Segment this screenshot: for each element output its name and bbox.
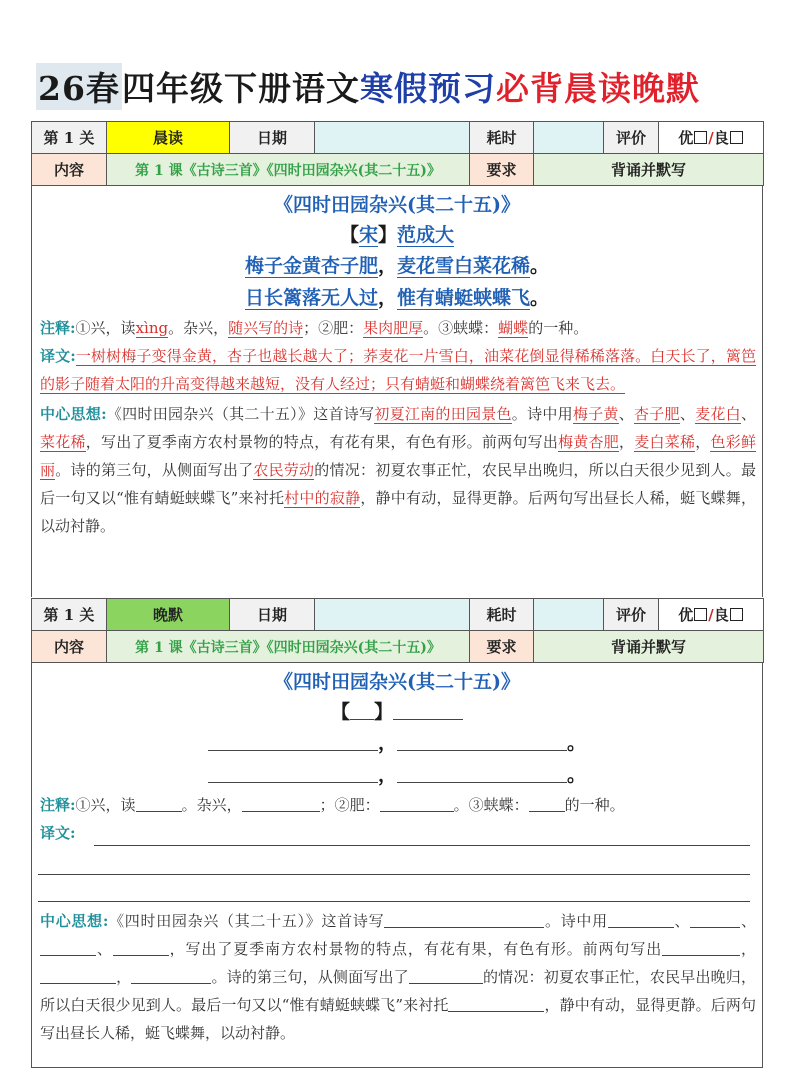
translation-paragraph <box>32 819 762 847</box>
thought-text: 《四时田园杂兴（其二十五）》这首诗写 <box>106 405 375 423</box>
time-field[interactable] <box>534 599 604 631</box>
thought-text: ， <box>695 433 711 451</box>
poem-author-line <box>32 220 762 250</box>
thought-blank[interactable] <box>662 938 740 956</box>
rating-good-label: 优 <box>678 129 694 147</box>
thought-text: 、 <box>679 405 696 423</box>
thought-answer: 麦花白 <box>695 405 741 423</box>
thought-text: 、 <box>673 912 691 930</box>
notes-text: 。杂兴， <box>168 319 229 337</box>
evening-header-table <box>31 598 764 663</box>
morning-header-table <box>31 121 764 186</box>
rating-slash: / <box>708 606 714 624</box>
requirement-value: 背诵并默写 <box>534 154 764 186</box>
verse-blank[interactable] <box>397 765 567 783</box>
notes-label: 注释: <box>40 319 76 337</box>
time-label: 耗时 <box>470 599 534 631</box>
title-subject: 四年级下册语文 <box>121 68 360 108</box>
notes-paragraph <box>32 314 762 342</box>
content-value: 第 1 课《古诗三首》《四时田园杂兴(其二十五)》 <box>107 154 470 186</box>
notes-text: ；②肥： <box>319 796 380 814</box>
notes-text: 。杂兴， <box>181 796 242 814</box>
punctuation: 。 <box>530 287 550 309</box>
rating-fine-label: 良 <box>713 606 729 624</box>
notes-text: 的一种。 <box>564 796 625 814</box>
notes-blank[interactable] <box>529 794 565 812</box>
translation-blank-line[interactable] <box>38 901 750 902</box>
notes-text: ①兴，读 <box>75 796 136 814</box>
thought-text: 。诗的第三句，从侧面写出了 <box>55 461 254 479</box>
translation-label: 译文: <box>40 824 76 842</box>
rating-options <box>659 122 764 154</box>
poem-verse: 惟有蜻蜓蛱蝶飞 <box>397 287 531 309</box>
poem-line-2 <box>32 282 762 314</box>
translation-text: 一树树梅子变得金黄，杏子也越长越大了；荞麦花一片雪白，油菜花倒显得稀稀落落。白天长了，篱笆的影子随着太阳的升高变得越来越短，没有人经过；只有蜻蜓和蝴蝶绕着篱笆飞来飞去。 <box>40 347 756 393</box>
thought-answer: 杏子肥 <box>634 405 680 423</box>
thought-paragraph <box>32 907 762 1047</box>
thought-answer: 麦白菜稀 <box>634 433 696 451</box>
thought-answer: 菜花稀 <box>40 433 86 451</box>
punctuation: ， <box>377 287 397 309</box>
content-value: 第 1 课《古诗三首》《四时田园杂兴(其二十五)》 <box>107 631 470 663</box>
thought-blank[interactable] <box>40 938 96 956</box>
rating-fine-label: 良 <box>713 129 729 147</box>
rating-good-label: 优 <box>678 606 694 624</box>
rating-label: 评价 <box>604 599 659 631</box>
notes-text: ；②肥： <box>303 319 364 337</box>
translation-blank-line[interactable] <box>94 845 750 846</box>
notes-label: 注释: <box>40 796 76 814</box>
notes-answer: 随兴写的诗 <box>228 319 304 337</box>
thought-text: ， <box>740 940 756 958</box>
poem-line-1 <box>32 250 762 282</box>
rating-fine-checkbox[interactable] <box>730 131 743 144</box>
thought-answer: 色彩鲜丽 <box>40 433 756 479</box>
verse-blank[interactable] <box>208 765 378 783</box>
poem-verse: 梅子金黄杏子肥 <box>244 255 378 277</box>
translation-paragraph <box>32 342 762 398</box>
punctuation: ， <box>377 255 397 277</box>
dynasty-blank[interactable] <box>350 702 374 720</box>
thought-text: 的情况：初夏农事正忙，农民早出晚归，所以白天很少见到人。最后一句又以“惟有蜻蜓蛱蝶飞”来衬托 <box>40 461 756 507</box>
requirement-label: 要求 <box>470 154 534 186</box>
time-field[interactable] <box>534 122 604 154</box>
author-blank[interactable] <box>393 702 463 720</box>
bracket-open: 【 <box>339 224 359 246</box>
thought-label: 中心思想: <box>40 912 109 930</box>
thought-answer: 村中的寂静 <box>284 489 361 507</box>
thought-blank[interactable] <box>384 910 544 928</box>
content-label: 内容 <box>32 631 107 663</box>
notes-text: 的一种。 <box>528 319 589 337</box>
punctuation: ， <box>377 764 397 786</box>
thought-text: 。诗中用 <box>544 912 608 930</box>
thought-text: 。诗的第三句，从侧面写出了 <box>211 968 409 986</box>
punctuation: 。 <box>567 732 587 754</box>
notes-text: 。③蛱蝶： <box>423 319 499 337</box>
thought-answer: 梅子黄 <box>572 405 619 423</box>
requirement-label: 要求 <box>470 631 534 663</box>
date-label: 日期 <box>230 122 315 154</box>
notes-blank[interactable] <box>380 794 454 812</box>
title-recite: 必背晨读晚默 <box>495 68 700 108</box>
notes-text: ①兴，读 <box>75 319 136 337</box>
morning-reading-panel <box>31 186 763 597</box>
thought-blank[interactable] <box>448 994 544 1012</box>
mode-cell: 晚默 <box>107 599 230 631</box>
rating-good-checkbox[interactable] <box>694 608 707 621</box>
time-label: 耗时 <box>470 122 534 154</box>
thought-text: ，写出了夏季南方农村景物的特点，有花有果，有色有形。前两句写出 <box>85 433 559 451</box>
notes-answer: 蝴蝶 <box>498 319 529 337</box>
thought-blank[interactable] <box>608 910 654 928</box>
poem-title: 《四时田园杂兴(其二十五)》 <box>274 671 520 693</box>
poem-line-1-blank <box>32 727 762 759</box>
thought-text: ， <box>116 968 132 986</box>
thought-answer: 梅黄杏肥 <box>558 433 620 451</box>
thought-text: ，写出了夏季南方农村景物的特点，有花有果，有色有形。前两句写出 <box>168 940 663 958</box>
thought-blank[interactable] <box>131 966 211 984</box>
poem-verse: 麦花雪白菜花稀 <box>397 255 531 277</box>
bracket-close: 】 <box>374 701 394 723</box>
rating-options <box>659 599 764 631</box>
bracket-close: 】 <box>378 224 398 246</box>
evening-dictation-panel <box>31 663 763 1068</box>
thought-answer: 农民劳动 <box>253 461 315 479</box>
content-label: 内容 <box>32 154 107 186</box>
poem-title: 《四时田园杂兴(其二十五)》 <box>274 194 520 216</box>
translation-label: 译文: <box>40 347 76 365</box>
thought-blank[interactable] <box>409 966 483 984</box>
thought-text: 、 <box>740 405 756 423</box>
mode-cell: 晨读 <box>107 122 230 154</box>
poem-dynasty: 宋 <box>358 224 378 246</box>
thought-text: ， <box>619 433 635 451</box>
punctuation: 。 <box>567 764 587 786</box>
thought-text: 、 <box>96 940 113 958</box>
translation-blank-line[interactable] <box>38 874 750 875</box>
thought-text: 的情况：初夏农事正忙，农民早出晚归，所以白天很少见到人。最后一句又以“惟有蜻蜓蛱蝶飞”来衬托 <box>40 968 756 1014</box>
page-title <box>36 58 700 114</box>
level-cell: 第 1 关 <box>32 599 107 631</box>
rating-good-checkbox[interactable] <box>694 131 707 144</box>
poem-line-2-blank <box>32 759 762 791</box>
requirement-value: 背诵并默写 <box>534 631 764 663</box>
date-label: 日期 <box>230 599 315 631</box>
thought-text: ，静中有动，显得更静。后两句写出昼长人稀，蜓飞蝶舞，以动衬静。 <box>40 489 756 535</box>
thought-blank[interactable] <box>113 938 169 956</box>
thought-text: ，静中有动，显得更静。后两句写出昼长人稀，蜓飞蝶舞，以动衬静。 <box>40 996 756 1042</box>
rating-slash: / <box>708 129 714 147</box>
notes-blank[interactable] <box>136 794 182 812</box>
poem-verse: 日长篱落无人过 <box>244 287 378 309</box>
date-field[interactable] <box>315 599 470 631</box>
verse-blank[interactable] <box>397 733 567 751</box>
title-preview: 寒假预习 <box>359 68 496 108</box>
verse-blank[interactable] <box>208 733 378 751</box>
thought-paragraph <box>32 400 762 540</box>
thought-blank[interactable] <box>654 910 674 928</box>
thought-blank[interactable] <box>40 966 116 984</box>
thought-label: 中心思想: <box>40 405 107 423</box>
notes-paragraph <box>32 791 762 819</box>
title-grade-term: 26春 <box>36 63 122 110</box>
thought-text: 、 <box>618 405 634 423</box>
notes-answer: xìng <box>135 319 169 337</box>
thought-text: 《四时田园杂兴（其二十五）》这首诗写 <box>108 912 385 930</box>
notes-blank[interactable] <box>242 794 320 812</box>
notes-answer: 果肉肥厚 <box>363 319 424 337</box>
thought-answer: 初夏江南的田园景色 <box>374 405 512 423</box>
thought-text: 、 <box>740 912 756 930</box>
poem-author: 范成大 <box>397 224 455 246</box>
bracket-open: 【 <box>330 701 350 723</box>
level-cell: 第 1 关 <box>32 122 107 154</box>
punctuation: ， <box>377 732 397 754</box>
date-field[interactable] <box>315 122 470 154</box>
thought-text: 。诗中用 <box>511 405 573 423</box>
poem-author-line <box>32 697 762 727</box>
notes-text: 。③蛱蝶： <box>453 796 529 814</box>
rating-fine-checkbox[interactable] <box>730 608 743 621</box>
punctuation: 。 <box>530 255 550 277</box>
thought-blank[interactable] <box>690 910 740 928</box>
rating-label: 评价 <box>604 122 659 154</box>
